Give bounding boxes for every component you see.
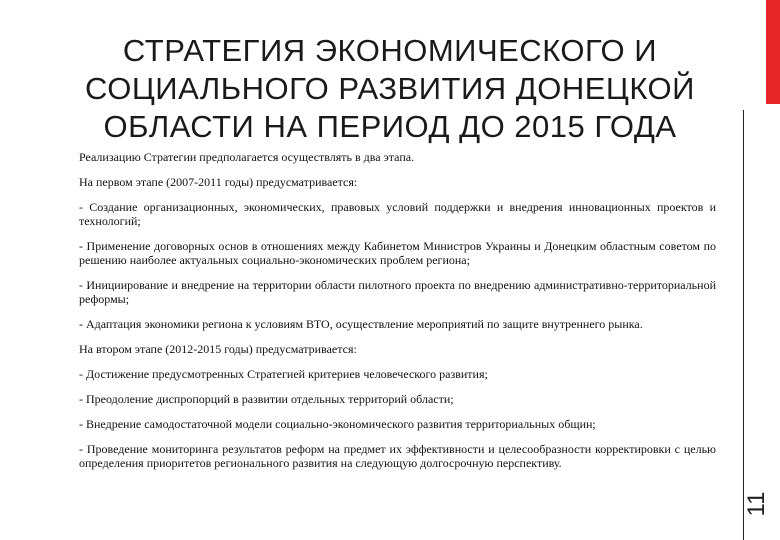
- body-text: [79, 150, 716, 481]
- stage1-item: - Применение договорных основ в отношениях между Кабинетом Министров Украины и Донецким областным советом по решению наиболее актуальных социально-экономических проблем региона;: [79, 239, 716, 267]
- side-rule: [743, 110, 744, 540]
- accent-bar: [766, 0, 780, 104]
- stage1-item: - Инициирование и внедрение на территории области пилотного проекта по внедрению административно-территориальной реформы;: [79, 278, 716, 306]
- stage2-heading: На втором этапе (2012-2015 годы) предусматривается:: [79, 342, 357, 356]
- page-number: 11: [743, 491, 770, 517]
- stage1-item: - Создание организационных, экономических, правовых условий поддержки и внедрения инновационных проектов и технологий;: [79, 200, 716, 228]
- slide-title: СТРАТЕГИЯ ЭКОНОМИЧЕСКОГО И СОЦИАЛЬНОГО РАЗВИТИЯ ДОНЕЦКОЙ ОБЛАСТИ НА ПЕРИОД ДО 2015 ГОДА: [85, 33, 695, 144]
- stage2-item: - Достижение предусмотренных Стратегией критериев человеческого развития;: [79, 367, 488, 381]
- stage2-item: - Внедрение самодостаточной модели социально-экономического развития территориальных общин;: [79, 417, 596, 431]
- stage2-item: - Преодоление диспропорций в развитии отдельных территорий области;: [79, 392, 454, 406]
- stage2-item: - Проведение мониторинга результатов реформ на предмет их эффективности и целесообразности корректировки с целью определения приоритетов регионального развития на следующую долгосрочную перспективу.: [79, 442, 716, 470]
- intro-paragraph: Реализацию Стратегии предполагается осуществлять в два этапа.: [79, 150, 415, 164]
- stage1-heading: На первом этапе (2007-2011 годы) предусматривается:: [79, 175, 358, 189]
- stage1-item: - Адаптация экономики региона к условиям ВТО, осуществление мероприятий по защите внутреннего рынка.: [79, 317, 643, 331]
